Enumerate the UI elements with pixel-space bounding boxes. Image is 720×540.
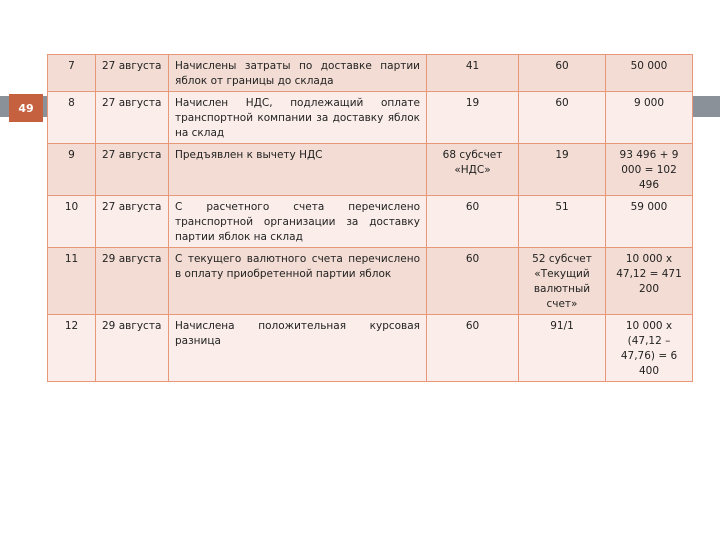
date-cell: 27 августа bbox=[96, 55, 169, 92]
date-cell: 29 августа bbox=[96, 248, 169, 315]
description-cell: Начислена положительная курсовая разница bbox=[169, 315, 427, 382]
row-number-cell: 9 bbox=[48, 144, 96, 196]
page-number-badge bbox=[9, 94, 43, 122]
table-row bbox=[48, 248, 693, 315]
description-cell: Начислены затраты по доставке партии яблок от границы до склада bbox=[169, 55, 427, 92]
accounting-entries-table bbox=[47, 54, 693, 382]
date-cell: 29 августа bbox=[96, 315, 169, 382]
amount-cell: 10 000 х (47,12 – 47,76) = 6 400 bbox=[606, 315, 693, 382]
description-cell: С текущего валютного счета перечислено в оплату приобретенной партии яблок bbox=[169, 248, 427, 315]
credit-cell: 52 субсчет «Текущий валютный счет» bbox=[519, 248, 606, 315]
table-row bbox=[48, 144, 693, 196]
description-cell: С расчетного счета перечислено транспортной организации за доставку партии яблок на склад bbox=[169, 196, 427, 248]
description-cell: Начислен НДС, подлежащий оплате транспортной компании за доставку яблок на склад bbox=[169, 92, 427, 144]
credit-cell: 19 bbox=[519, 144, 606, 196]
debit-cell: 60 bbox=[427, 196, 519, 248]
table-row bbox=[48, 315, 693, 382]
debit-cell: 60 bbox=[427, 248, 519, 315]
date-cell: 27 августа bbox=[96, 144, 169, 196]
credit-cell: 91/1 bbox=[519, 315, 606, 382]
debit-cell: 19 bbox=[427, 92, 519, 144]
date-cell: 27 августа bbox=[96, 92, 169, 144]
debit-cell: 68 субсчет «НДС» bbox=[427, 144, 519, 196]
amount-cell: 59 000 bbox=[606, 196, 693, 248]
row-number-cell: 10 bbox=[48, 196, 96, 248]
credit-cell: 51 bbox=[519, 196, 606, 248]
row-number-cell: 12 bbox=[48, 315, 96, 382]
debit-cell: 41 bbox=[427, 55, 519, 92]
amount-cell: 9 000 bbox=[606, 92, 693, 144]
table-row bbox=[48, 55, 693, 92]
amount-cell: 93 496 + 9 000 = 102 496 bbox=[606, 144, 693, 196]
page-number: 49 bbox=[18, 101, 34, 115]
row-number-cell: 8 bbox=[48, 92, 96, 144]
row-number-cell: 11 bbox=[48, 248, 96, 315]
credit-cell: 60 bbox=[519, 55, 606, 92]
slide-accent-bar-right bbox=[692, 96, 720, 117]
table-row bbox=[48, 92, 693, 144]
amount-cell: 50 000 bbox=[606, 55, 693, 92]
date-cell: 27 августа bbox=[96, 196, 169, 248]
amount-cell: 10 000 х 47,12 = 471 200 bbox=[606, 248, 693, 315]
credit-cell: 60 bbox=[519, 92, 606, 144]
table-row bbox=[48, 196, 693, 248]
row-number-cell: 7 bbox=[48, 55, 96, 92]
debit-cell: 60 bbox=[427, 315, 519, 382]
description-cell: Предъявлен к вычету НДС bbox=[169, 144, 427, 196]
